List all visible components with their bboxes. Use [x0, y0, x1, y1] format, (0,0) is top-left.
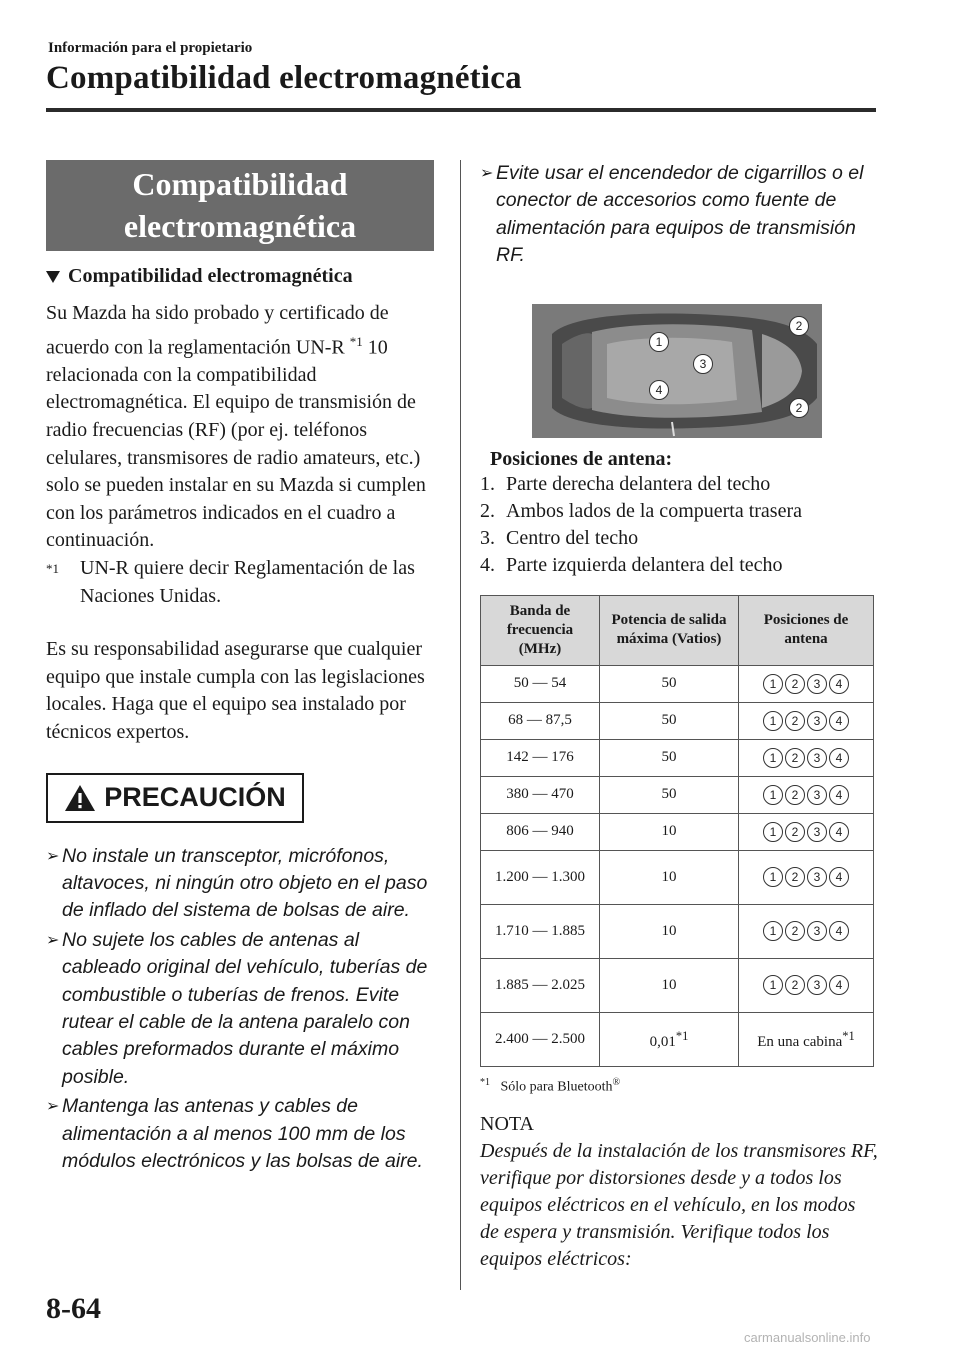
position-number-icon: 3 [807, 867, 827, 887]
column-header: Banda de frecuencia (MHz) [481, 595, 600, 665]
position-number-icon: 3 [807, 785, 827, 805]
page-number: 8-64 [46, 1292, 101, 1325]
position-number-icon: 1 [763, 867, 783, 887]
footnote-text: UN-R quiere decir Reglamentación de las Naciones Unidas. [80, 557, 415, 607]
list-item [46, 1093, 434, 1175]
position-number-icon: 4 [829, 711, 849, 731]
caution-banner [46, 773, 304, 823]
position-number-icon: 3 [807, 674, 827, 694]
positions-cell [739, 904, 874, 958]
footnote [46, 555, 434, 610]
list-number: 4. [480, 553, 495, 576]
position-number-icon: 2 [785, 921, 805, 941]
band-cell: 68 — 87,5 [481, 702, 600, 739]
intro-paragraph [46, 300, 434, 555]
table-row [481, 665, 874, 702]
power-footnote-ref: *1 [675, 1028, 689, 1043]
positions-value: En una cabina [757, 1033, 843, 1050]
table-row [481, 702, 874, 739]
antenna-positions-list [480, 471, 878, 579]
position-number-icon: 4 [829, 748, 849, 768]
list-item [480, 471, 878, 498]
position-number-icon: 2 [785, 785, 805, 805]
position-number-icon: 1 [763, 674, 783, 694]
arrow-right-icon: ➢ [46, 931, 60, 949]
list-item-text: No sujete los cables de antenas al cableado original del vehículo, tuberías de combustible o tuberías de frenos. Evite rutear el cable de la antena paralelo con cables preformados durante el máximo posible. [62, 928, 428, 1088]
position-number-icon: 4 [829, 867, 849, 887]
power-cell: 50 [600, 739, 739, 776]
position-number-icon: 4 [829, 785, 849, 805]
antenna-marker: 2 [789, 398, 809, 418]
note-block [480, 1111, 878, 1273]
position-number-icon: 1 [763, 822, 783, 842]
responsibility-paragraph: Es su responsabilidad asegurarse que cualquier equipo que instale cumpla con las legislaciones locales. Haga que el equipo sea instalado por técnicos expertos. [46, 638, 425, 743]
note-label: NOTA [480, 1113, 534, 1136]
right-column [480, 160, 878, 1273]
registered-mark: ® [612, 1076, 621, 1088]
note-text: Después de la instalación de los transmisores RF, verifique por distorsiones desde y a todos los equipos eléctricos en el vehículo, en los modos de espera y transmisión. Verifique todos los equipos eléctricos: [480, 1140, 878, 1271]
list-item [46, 927, 434, 1091]
footnote-key-text: *1 [46, 561, 59, 576]
table-row [481, 904, 874, 958]
list-item [480, 160, 878, 270]
band-cell: 806 — 940 [481, 813, 600, 850]
list-item-text: Parte izquierda delantera del techo [506, 553, 783, 576]
position-number-icon: 2 [785, 674, 805, 694]
positions-cell [739, 1012, 874, 1066]
arrow-right-icon: ➢ [46, 1098, 60, 1116]
list-item-text: Mantenga las antenas y cables de alimentación a al menos 100 mm de los módulos electrónicos y las bolsas de aire. [62, 1095, 423, 1173]
table-row [481, 850, 874, 904]
positions-cell [739, 958, 874, 1012]
list-item [46, 843, 434, 925]
positions-cell [739, 850, 874, 904]
table-footnote-key: *1 [480, 1076, 490, 1088]
power-cell: 10 [600, 904, 739, 958]
section-title-line2: electromagnética [123, 208, 357, 244]
power-cell: 10 [600, 850, 739, 904]
position-number-icon: 4 [829, 822, 849, 842]
list-item-text: Centro del techo [506, 526, 639, 549]
car-top-view-image [532, 304, 822, 438]
arrow-right-icon: ➢ [46, 847, 60, 865]
triangle-down-icon [46, 271, 60, 283]
position-number-icon: 4 [829, 975, 849, 995]
table-row [481, 1012, 874, 1066]
antenna-positions-title: Posiciones de antena: [490, 447, 673, 470]
power-cell: 50 [600, 776, 739, 813]
section-title-line1: Compatibilidad [132, 166, 348, 202]
positions-cell [739, 739, 874, 776]
list-item-text: Ambos lados de la compuerta trasera [506, 499, 803, 522]
table-body [481, 665, 874, 1066]
antenna-marker: 2 [789, 316, 809, 336]
car-roof-illustration [532, 304, 822, 438]
power-value: 0,01 [649, 1033, 676, 1050]
frequency-table [480, 595, 874, 1067]
page-title: Compatibilidad electromagnética [46, 60, 522, 96]
position-number-icon: 1 [763, 711, 783, 731]
positions-cell [739, 776, 874, 813]
table-row [481, 958, 874, 1012]
positions-cell [739, 665, 874, 702]
position-number-icon: 3 [807, 975, 827, 995]
list-number: 2. [480, 499, 495, 522]
band-cell: 380 — 470 [481, 776, 600, 813]
position-number-icon: 2 [785, 711, 805, 731]
column-divider [460, 160, 461, 1290]
table-header-row [481, 595, 874, 665]
position-number-icon: 3 [807, 711, 827, 731]
position-number-icon: 4 [829, 921, 849, 941]
section-label: Información para el propietario [48, 40, 253, 56]
position-number-icon: 2 [785, 975, 805, 995]
band-cell: 2.400 — 2.500 [481, 1012, 600, 1066]
position-number-icon: 2 [785, 822, 805, 842]
table-row [481, 776, 874, 813]
intro-footnote-ref: *1 [349, 333, 363, 349]
list-item [480, 498, 878, 525]
power-cell [600, 1012, 739, 1066]
left-column [46, 160, 434, 1177]
position-number-icon: 1 [763, 975, 783, 995]
position-number-icon: 3 [807, 921, 827, 941]
power-cell: 50 [600, 665, 739, 702]
subheading [46, 265, 434, 288]
position-number-icon: 3 [807, 822, 827, 842]
position-number-icon: 4 [829, 674, 849, 694]
antenna-marker: 1 [649, 332, 669, 352]
power-cell: 50 [600, 702, 739, 739]
column-header: Posiciones de antena [739, 595, 874, 665]
list-item-text: Evite usar el encendedor de cigarrillos o el conector de accesorios como fuente de alimentación para equipos de transmisión RF. [496, 162, 864, 267]
power-cell: 10 [600, 813, 739, 850]
band-cell: 142 — 176 [481, 739, 600, 776]
position-number-icon: 2 [785, 748, 805, 768]
position-number-icon: 1 [763, 748, 783, 768]
list-number: 3. [480, 526, 495, 549]
subheading-text: Compatibilidad electromagnética [68, 265, 353, 287]
positions-footnote-ref: *1 [842, 1028, 855, 1043]
position-number-icon: 3 [807, 748, 827, 768]
table-footnote-text: Sólo para Bluetooth [500, 1079, 613, 1095]
table-footnote [480, 1077, 878, 1096]
band-cell: 1.885 — 2.025 [481, 958, 600, 1012]
column-header: Potencia de salida máxima (Vatios) [600, 595, 739, 665]
positions-cell [739, 702, 874, 739]
watermark: carmanualsonline.info [744, 1330, 871, 1345]
list-item-text: No instale un transceptor, micrófonos, altavoces, ni ningún otro objeto en el paso de inflado del sistema de bolsas de aire. [62, 844, 428, 922]
caution-label: PRECAUCIÓN [104, 782, 286, 813]
position-number-icon: 1 [763, 921, 783, 941]
band-cell: 50 — 54 [481, 665, 600, 702]
table-row [481, 813, 874, 850]
table-row [481, 739, 874, 776]
band-cell: 1.200 — 1.300 [481, 850, 600, 904]
power-cell: 10 [600, 958, 739, 1012]
arrow-right-icon: ➢ [480, 165, 494, 182]
intro-text-b: 10 relacionada con la compatibilidad electromagnética. El equipo de transmisión de radio frecuencias (RF) (por ej. teléfonos celulares, transmisores de radio amateurs, etc.) solo se pueden instalar en su Mazda si cumplen con los parámetros indicados en el cuadro a continuación. [46, 336, 426, 552]
section-title-box [46, 160, 434, 251]
band-cell: 1.710 — 1.885 [481, 904, 600, 958]
list-item [480, 552, 878, 579]
position-number-icon: 1 [763, 785, 783, 805]
header-rule [46, 108, 876, 112]
list-number: 1. [480, 472, 495, 495]
positions-cell [739, 813, 874, 850]
antenna-marker: 4 [649, 380, 669, 400]
list-item-text: Parte derecha delantera del techo [506, 472, 771, 495]
position-number-icon: 2 [785, 867, 805, 887]
intro-text-a: Su Mazda ha sido probado y certificado de acuerdo con la reglamentación UN-R [46, 302, 389, 359]
list-item [480, 525, 878, 552]
warning-icon [64, 784, 96, 812]
antenna-marker: 3 [693, 354, 713, 374]
footnote-key [46, 555, 80, 610]
caution-list [46, 843, 434, 1176]
